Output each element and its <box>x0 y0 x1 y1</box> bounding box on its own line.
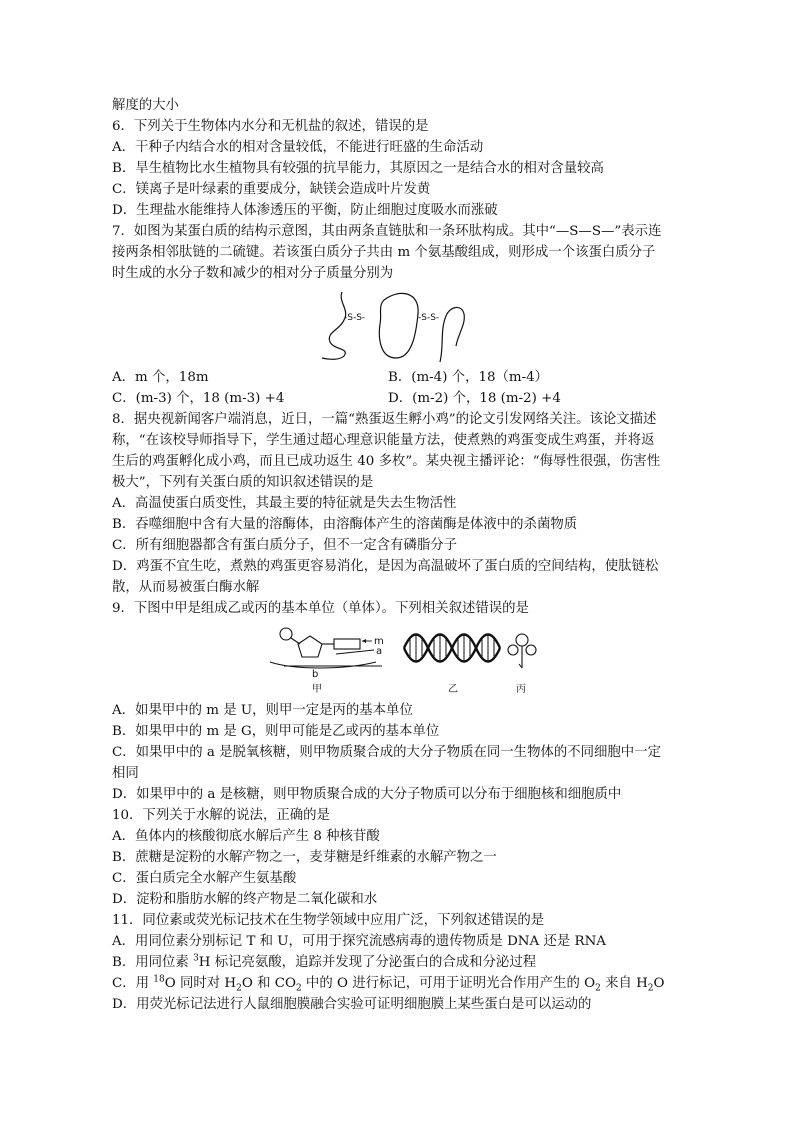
question-8-option-d-1: D．鸡蛋不宜生吃，煮熟的鸡蛋更容易消化，是因为高温破坏了蛋白质的空间结构，使肽链松 <box>112 559 659 574</box>
caption-jia: 甲 <box>312 684 322 695</box>
question-11-option-a: A．用同位素分别标记 T 和 U，可用于探究流感病毒的遗传物质是 DNA 还是 RNA <box>112 934 606 949</box>
question-7-stem-2: 接两条相邻肽链的二硫键。若该蛋白质分子共由 m 个氨基酸组成，则形成一个该蛋白质分子 <box>112 245 656 260</box>
question-8-option-a: A．高温使蛋白质变性，其最主要的特征就是失去生物活性 <box>112 496 457 511</box>
question-8-stem-3: 生后的鸡蛋孵化成小鸡，而且已成功返生 40 多枚”。某央视主播评论：“侮辱性很强，伤害性 <box>112 454 661 469</box>
question-10-option-b: B．蔗糖是淀粉的水解产物之一，麦芽糖是纤维素的水解产物之一 <box>112 850 497 865</box>
question-9-option-a: A．如果甲中的 m 是 U，则甲一定是丙的基本单位 <box>112 703 413 718</box>
question-7-option-d: D．(m-2) 个，18 (m-2) +4 <box>388 391 561 406</box>
pentose-sugar <box>298 636 322 657</box>
question-7-stem-3: 时生成的水分子数和减少的相对分子质量分别为 <box>112 266 394 281</box>
right-peptide-chain <box>440 307 464 362</box>
question-10-stem: 10．下列关于水解的说法，正确的是 <box>112 808 330 823</box>
base-box <box>334 639 360 649</box>
label-b: b <box>312 669 319 680</box>
question-8-stem-2: 称，“在该校导师指导下，学生通过超心理意识能量方法，使煮熟的鸡蛋变成生鸡蛋，并将返 <box>112 433 655 448</box>
question-6-option-b: B．旱生植物比水生植物具有较强的抗旱能力，其原因之一是结合水的相对含量较高 <box>112 161 604 176</box>
phosphate-group <box>280 628 292 640</box>
question-6-option-c: C．镁离子是叶绿素的重要成分，缺镁会造成叶片发黄 <box>112 182 431 197</box>
question-8-stem-4: 极大”，下列有关蛋白质的知识叙述错误的是 <box>112 475 374 490</box>
disulfide-bond-right: -S-S- <box>418 313 440 323</box>
nucleotide-figure <box>264 624 544 696</box>
question-7-option-b: B．(m-4) 个，18（m-4） <box>388 370 549 385</box>
question-8-option-b: B．吞噬细胞中含有大量的溶酶体，由溶酶体产生的溶菌酶是体液中的杀菌物质 <box>112 517 578 532</box>
caption-yi: 乙 <box>448 684 458 695</box>
question-7-option-c: C．(m-3) 个，18 (m-3) +4 <box>112 391 285 406</box>
question-11-option-b: B．用同位素 $^3$H 标记亮氨酸，追踪并发现了分泌蛋白的合成和分泌过程 <box>112 953 537 970</box>
question-9-option-d: D．如果甲中的 a 是核糖，则甲物质聚合成的大分子物质可以分布于细胞核和细胞质中 <box>112 787 622 802</box>
question-8-option-d-2: 散，从而易被蛋白酶水解 <box>112 580 260 595</box>
question-6-stem: 6．下列关于生物体内水分和无机盐的叙述，错误的是 <box>112 119 429 134</box>
disulfide-bond-left: -S-S- <box>344 313 366 323</box>
question-10-option-a: A．鱼体内的核酸彻底水解后产生 8 种核苷酸 <box>112 829 380 844</box>
nucleotide-jia <box>270 628 384 695</box>
question-9-stem: 9．下图中甲是组成乙或丙的基本单位（单体）。下列相关叙述错误的是 <box>112 601 529 616</box>
question-7-stem-1: 7．如图为某蛋白质的结构示意图，其由两条直链肽和一条环肽构成。其中“—S—S—”表示连 <box>112 224 662 239</box>
protein-structure-figure <box>320 286 470 366</box>
cyclic-peptide <box>379 293 418 358</box>
question-11-option-d: D．用荧光标记法进行人鼠细胞膜融合实验可证明细胞膜上某些蛋白是可以运动的 <box>112 997 592 1012</box>
question-10-option-c: C．蛋白质完全水解产生氨基酸 <box>112 871 297 886</box>
question-10-option-d: D．淀粉和脂肪水解的终产物是二氧化碳和水 <box>112 892 378 907</box>
question-11-option-c: C．用 $^{18}$O 同时对 $H_2O$ 和 $CO_2$ 中的 O 进行标记，可用于证明光合作用产生的 $O_2$ 来自 $H_2O$ <box>112 974 665 994</box>
question-8-option-c: C．所有细胞器都含有蛋白质分子，但不一定含有磷脂分子 <box>112 538 458 553</box>
label-a: a <box>376 646 383 657</box>
text-line: 解度的大小 <box>112 98 179 113</box>
label-m: m <box>374 636 384 647</box>
question-9-option-c-2: 相同 <box>112 766 139 781</box>
question-6-option-d: D．生理盐水能维持人体渗透压的平衡，防止细胞过度吸水而涨破 <box>112 203 498 218</box>
question-8-stem-1: 8．据央视新闻客户端消息，近日，一篇“熟蛋返生孵小鸡”的论文引发网络关注。该论文描述 <box>112 412 657 427</box>
question-11-stem: 11．同位素或荧光标记技术在生物学领域中应用广泛，下列叙述错误的是 <box>112 913 545 928</box>
question-9-option-c-1: C．如果甲中的 a 是脱氧核糖，则甲物质聚合成的大分子物质在同一生物体的不同细胞中一定 <box>112 745 661 760</box>
question-6-option-a: A．干种子内结合水的相对含量较低，不能进行旺盛的生命活动 <box>112 140 484 155</box>
caption-bing: 丙 <box>516 684 526 695</box>
dna-double-helix-yi <box>404 635 500 696</box>
left-peptide-chain <box>322 292 346 359</box>
trna-bing <box>508 634 536 695</box>
question-9-option-b: B．如果甲中的 m 是 G，则甲可能是乙或丙的基本单位 <box>112 724 440 739</box>
question-7-option-a: A．m 个，18m <box>112 370 209 385</box>
